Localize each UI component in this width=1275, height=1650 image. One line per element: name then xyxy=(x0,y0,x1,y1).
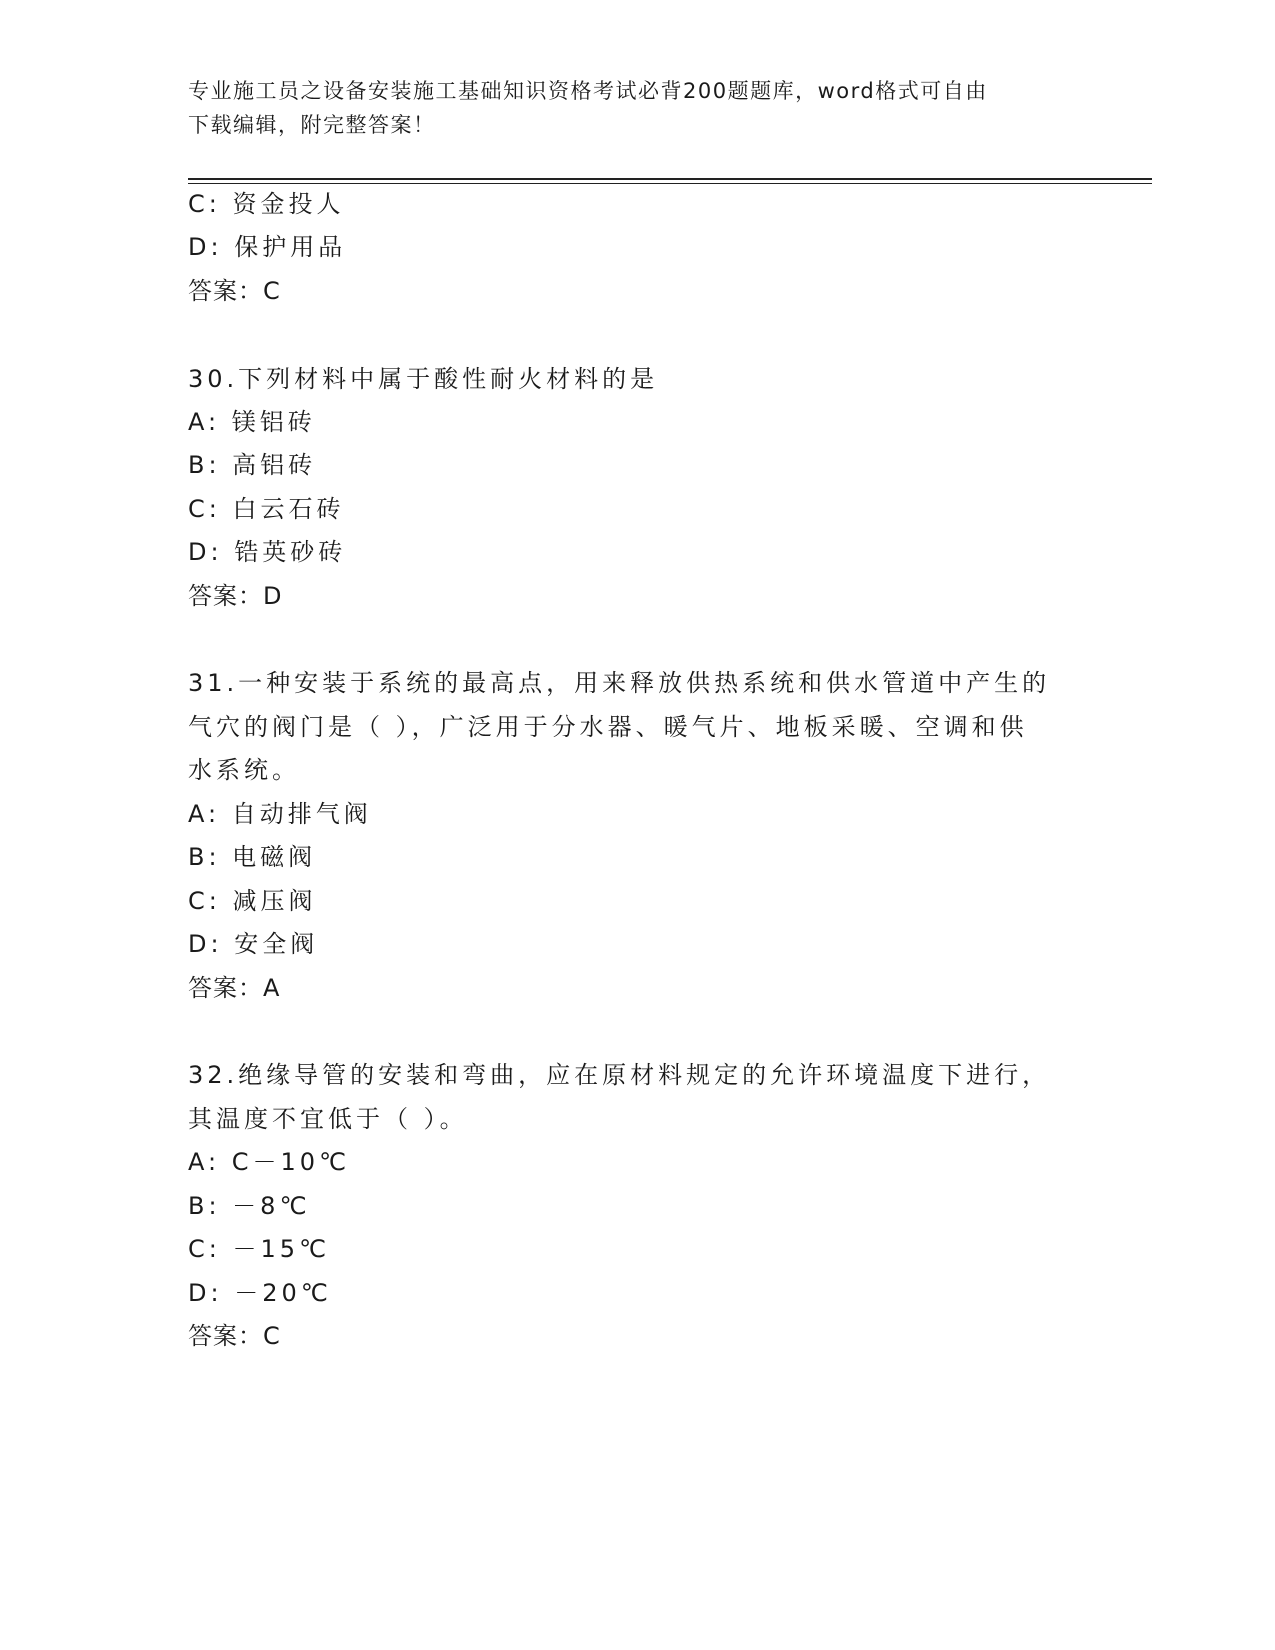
option-c: C: 资金投人 xyxy=(188,190,345,218)
question-32-stem-line-1: 32.绝缘导管的安装和弯曲，应在原材料规定的允许环境温度下进行， xyxy=(188,1061,1051,1089)
question-31-option-d: D: 安全阀 xyxy=(188,930,319,958)
question-32-option-c: C: －15℃ xyxy=(188,1235,330,1263)
question-32-option-b: B: －8℃ xyxy=(188,1192,311,1220)
question-32-answer: 答案：C xyxy=(188,1322,281,1350)
question-30-answer: 答案：D xyxy=(188,582,283,610)
question-31-option-b: B: 电磁阀 xyxy=(188,843,317,871)
question-32-option-a: A: C－10℃ xyxy=(188,1148,350,1176)
question-30-option-a: A: 镁铝砖 xyxy=(188,408,316,436)
header-divider-thick xyxy=(188,178,1152,180)
question-31-answer: 答案：A xyxy=(188,974,281,1002)
question-32-option-d: D: －20℃ xyxy=(188,1279,332,1307)
question-30-stem: 30.下列材料中属于酸性耐火材料的是 xyxy=(188,365,659,393)
question-30-option-c: C: 白云石砖 xyxy=(188,495,345,523)
question-31-stem-line-3: 水系统。 xyxy=(188,756,300,784)
option-d: D: 保护用品 xyxy=(188,233,347,261)
document-header xyxy=(188,74,1088,142)
question-31-stem-line-1: 31.一种安装于系统的最高点，用来释放供热系统和供水管道中产生的 xyxy=(188,669,1051,697)
header-line-1: 专业施工员之设备安装施工基础知识资格考试必背200题题库，word格式可自由 xyxy=(188,79,988,103)
question-30-option-b: B: 高铝砖 xyxy=(188,451,317,479)
answer-line: 答案：C xyxy=(188,277,281,305)
question-31-option-c: C: 减压阀 xyxy=(188,887,317,915)
question-31-stem-line-2: 气穴的阀门是（ ），广泛用于分水器、暖气片、地板采暖、空调和供 xyxy=(188,713,1028,741)
question-30-option-d: D: 锆英砂砖 xyxy=(188,538,347,566)
question-31-option-a: A: 自动排气阀 xyxy=(188,800,372,828)
question-32-stem-line-2: 其温度不宜低于（ ）。 xyxy=(188,1105,468,1133)
header-line-2: 下载编辑，附完整答案！ xyxy=(188,113,436,137)
